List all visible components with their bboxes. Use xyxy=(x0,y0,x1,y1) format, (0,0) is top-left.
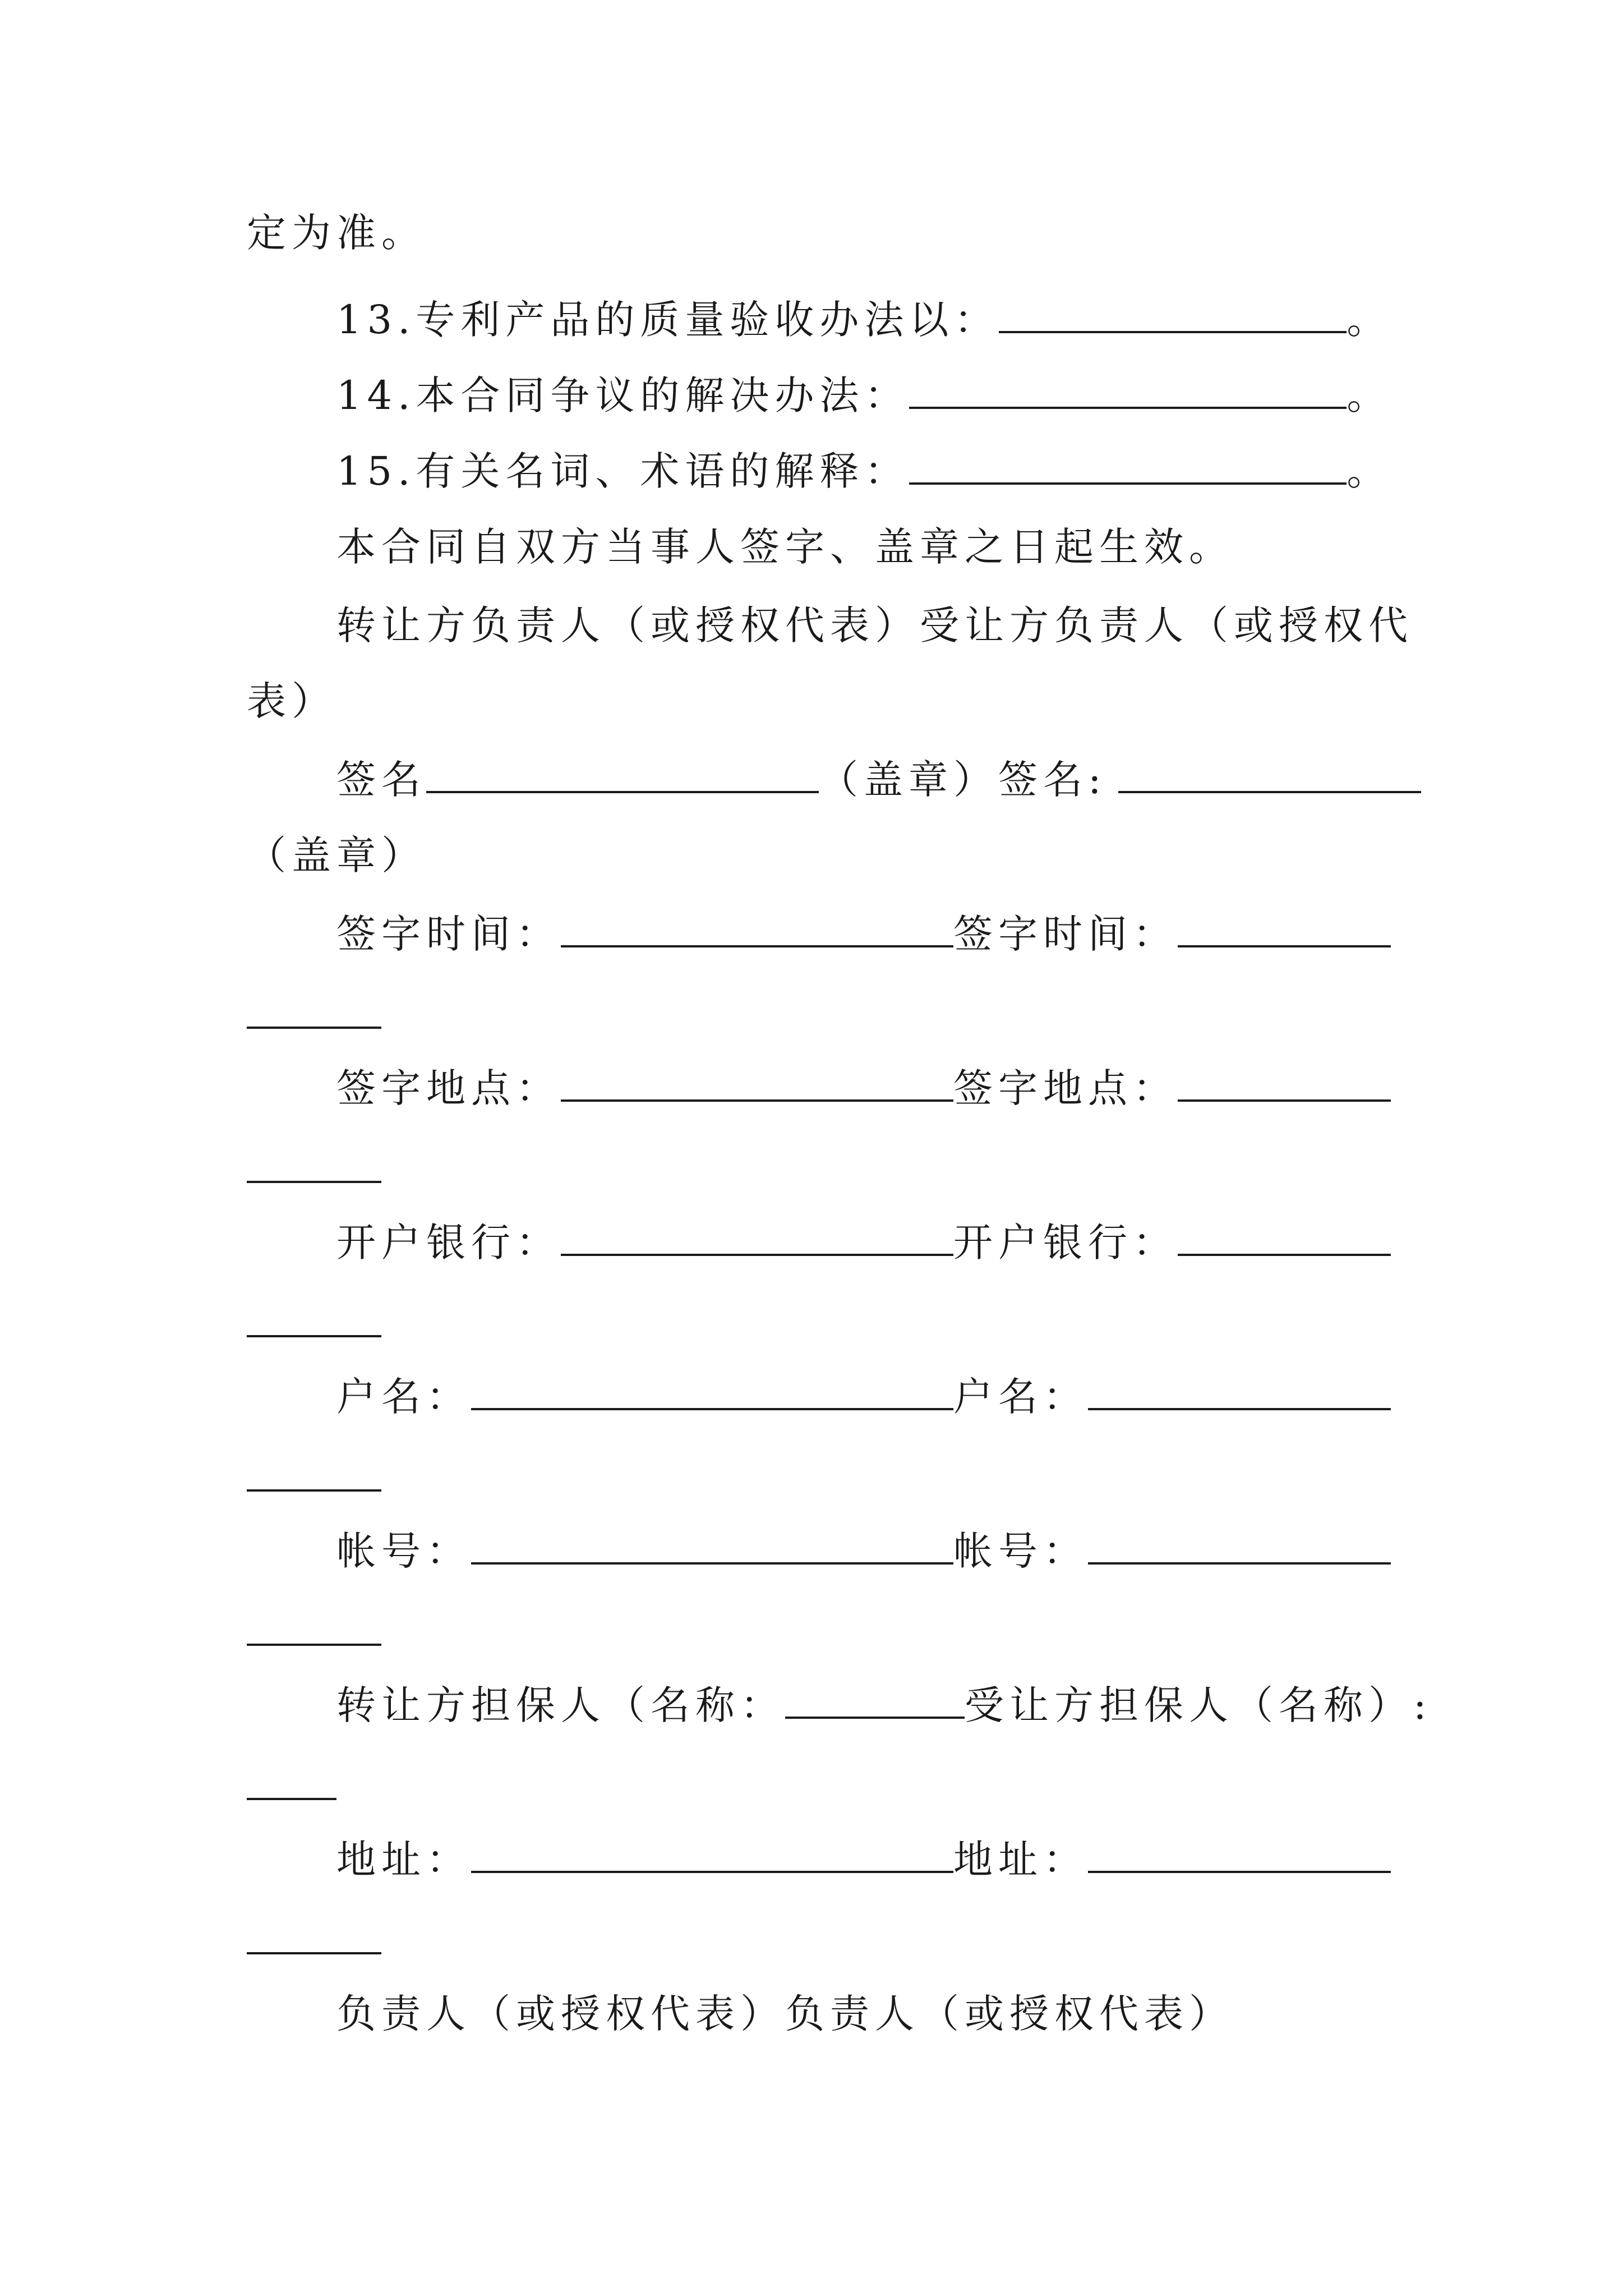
sign-place-blank[interactable] xyxy=(561,1065,953,1102)
blank-continuation xyxy=(247,1798,336,1800)
guarantor-label: 受让方担保人（名称）: xyxy=(965,1682,1432,1728)
signature-row xyxy=(336,754,1402,805)
signature-label: 签名 xyxy=(336,757,426,803)
sign-place-label: 签字地点： xyxy=(953,1065,1178,1111)
signature-blank[interactable] xyxy=(1118,756,1421,793)
bank-label: 开户银行： xyxy=(953,1220,1178,1266)
sign-time-label: 签字时间： xyxy=(336,911,561,957)
address-blank[interactable] xyxy=(471,1836,953,1873)
blank-continuation xyxy=(247,1181,381,1183)
clause-13-text: 13.专利产品的质量验收办法以： xyxy=(336,297,999,343)
account-number-row xyxy=(336,1526,1402,1576)
blank-continuation xyxy=(247,1952,381,1954)
guarantor-blank[interactable] xyxy=(785,1682,965,1719)
sign-place-blank[interactable] xyxy=(1178,1065,1391,1102)
guarantor-representatives-row xyxy=(336,1989,1402,2039)
text-segment: 定为准。 xyxy=(247,210,426,256)
signature-blank[interactable] xyxy=(426,756,819,793)
sign-time-blank[interactable] xyxy=(1178,910,1391,947)
clause-13 xyxy=(336,295,1402,345)
account-name-row xyxy=(336,1372,1402,1422)
line-continuation xyxy=(247,208,1396,258)
seal-continuation xyxy=(247,830,1396,881)
bank-row xyxy=(336,1217,1402,1268)
fill-blank[interactable] xyxy=(909,372,1347,409)
effective-text: 本合同自双方当事人签字、盖章之日起生效。 xyxy=(336,524,1234,570)
bank-label: 开户银行： xyxy=(336,1220,561,1266)
sign-place-row xyxy=(336,1063,1402,1114)
account-name-blank[interactable] xyxy=(471,1373,953,1410)
seal-signature-label: （盖章）签名: xyxy=(819,757,1107,803)
clause-14-text: 14.本合同争议的解决办法： xyxy=(336,372,910,418)
account-number-label: 帐号： xyxy=(336,1528,471,1574)
fill-blank[interactable] xyxy=(909,448,1347,485)
sign-time-row xyxy=(336,909,1402,959)
representatives-cont-text: 表） xyxy=(247,678,336,724)
representatives-continuation xyxy=(247,676,1396,726)
representatives-text: 转让方负责人（或授权代表）受让方负责人（或授权代 xyxy=(336,602,1413,648)
sign-time-label: 签字时间： xyxy=(953,911,1178,957)
bank-blank[interactable] xyxy=(561,1219,953,1256)
clause-14 xyxy=(336,370,1402,421)
guarantor-representatives-text: 负责人（或授权代表）负责人（或授权代表） xyxy=(336,1991,1234,2037)
guarantor-row xyxy=(336,1680,1432,1731)
clause-15-end: 。 xyxy=(1347,448,1392,494)
sign-time-blank[interactable] xyxy=(561,910,953,947)
clause-14-end: 。 xyxy=(1347,372,1392,418)
clause-13-end: 。 xyxy=(1347,297,1392,343)
account-number-blank[interactable] xyxy=(1088,1527,1391,1565)
guarantor-label: 转让方担保人（名称： xyxy=(336,1682,785,1728)
clause-15-text: 15.有关名词、术语的解释： xyxy=(336,448,910,494)
address-label: 地址： xyxy=(953,1837,1088,1883)
fill-blank[interactable] xyxy=(999,296,1347,333)
seal-label: （盖章） xyxy=(247,832,426,878)
account-name-label: 户名： xyxy=(336,1374,471,1420)
clause-15 xyxy=(336,446,1402,496)
account-name-label: 户名： xyxy=(953,1374,1088,1420)
effective-clause xyxy=(336,522,1402,572)
address-label: 地址： xyxy=(336,1837,471,1883)
representatives-heading xyxy=(336,600,1413,651)
account-number-blank[interactable] xyxy=(471,1527,953,1565)
sign-place-label: 签字地点： xyxy=(336,1065,561,1111)
address-blank[interactable] xyxy=(1088,1836,1391,1873)
blank-continuation xyxy=(247,1489,381,1492)
account-name-blank[interactable] xyxy=(1088,1373,1391,1410)
blank-continuation xyxy=(247,1644,381,1646)
blank-continuation xyxy=(247,1335,381,1337)
bank-blank[interactable] xyxy=(1178,1219,1391,1256)
account-number-label: 帐号： xyxy=(953,1528,1088,1574)
blank-continuation xyxy=(247,1027,381,1029)
address-row xyxy=(336,1834,1402,1885)
